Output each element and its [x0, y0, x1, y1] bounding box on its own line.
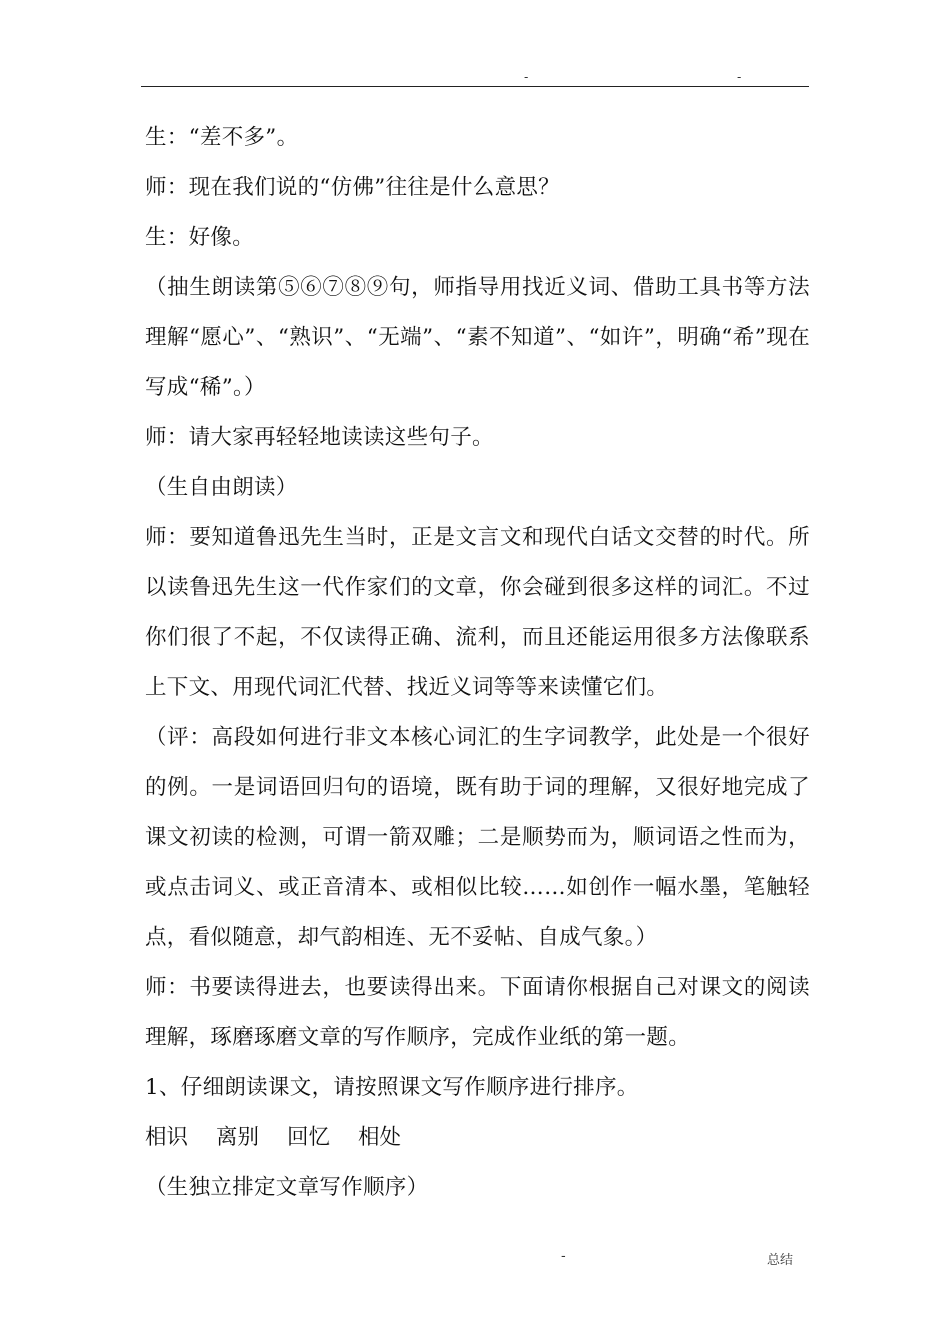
- closing-paragraph: （生独立排定文章写作顺序）: [145, 1175, 429, 1200]
- option-item: 回忆: [287, 1125, 331, 1150]
- option-item: 相识: [145, 1125, 189, 1150]
- paragraph-6: （生自由朗读）: [145, 475, 298, 500]
- header-mark-right: -: [737, 70, 742, 84]
- paragraph-5: 师：请大家再轻轻地读读这些句子。: [145, 425, 494, 450]
- option-item: 相处: [358, 1125, 402, 1150]
- footer-mark: -: [561, 1249, 566, 1264]
- document-body: [145, 113, 810, 1213]
- paragraph-2: 师：现在我们说的“仿佛”往往是什么意思？: [145, 175, 560, 200]
- paragraph-3: 生：好像。: [145, 225, 255, 250]
- paragraph-4: （抽生朗读第⑤⑥⑦⑧⑨句，师指导用找近义词、借助工具书等方法理解“愿心”、“熟识”、“无端”、“素不知道”、“如许”，明确“希”现在写成“稀”。）: [145, 275, 810, 400]
- footer-label: 总结: [767, 1253, 794, 1268]
- paragraph-8: （评：高段如何进行非文本核心词汇的生字词教学，此处是一个很好的例。一是词语回归句的语境，既有助于词的理解，又很好地完成了课文初读的检测，可谓一箭双雕；二是顺势而为，顺词语之性而为，或点击词义、或正音清本、或相似比较……如创作一幅水墨，笔触轻点，看似随意，却气韵相连、无不妥帖、自成气象。）: [145, 725, 810, 950]
- header-mark-left: -: [524, 70, 529, 84]
- paragraph-9: 师：书要读得进去，也要读得出来。下面请你根据自己对课文的阅读理解，琢磨琢磨文章的写作顺序，完成作业纸的第一题。: [145, 975, 810, 1050]
- header-rule: [141, 86, 809, 87]
- paragraph-7: 师：要知道鲁迅先生当时，正是文言文和现代白话文交替的时代。所以读鲁迅先生这一代作家们的文章，你会碰到很多这样的词汇。不过你们很了不起，不仅读得正确、流利，而且还能运用很多方法像联系上下文、用现代词汇代替、找近义词等等来读懂它们。: [145, 525, 810, 700]
- paragraph-1: 生：“差不多”。: [145, 125, 299, 150]
- ordering-options: [145, 1113, 810, 1163]
- paragraph-10: 1、仔细朗读课文，请按照课文写作顺序进行排序。: [145, 1075, 639, 1100]
- option-item: 离别: [216, 1125, 260, 1150]
